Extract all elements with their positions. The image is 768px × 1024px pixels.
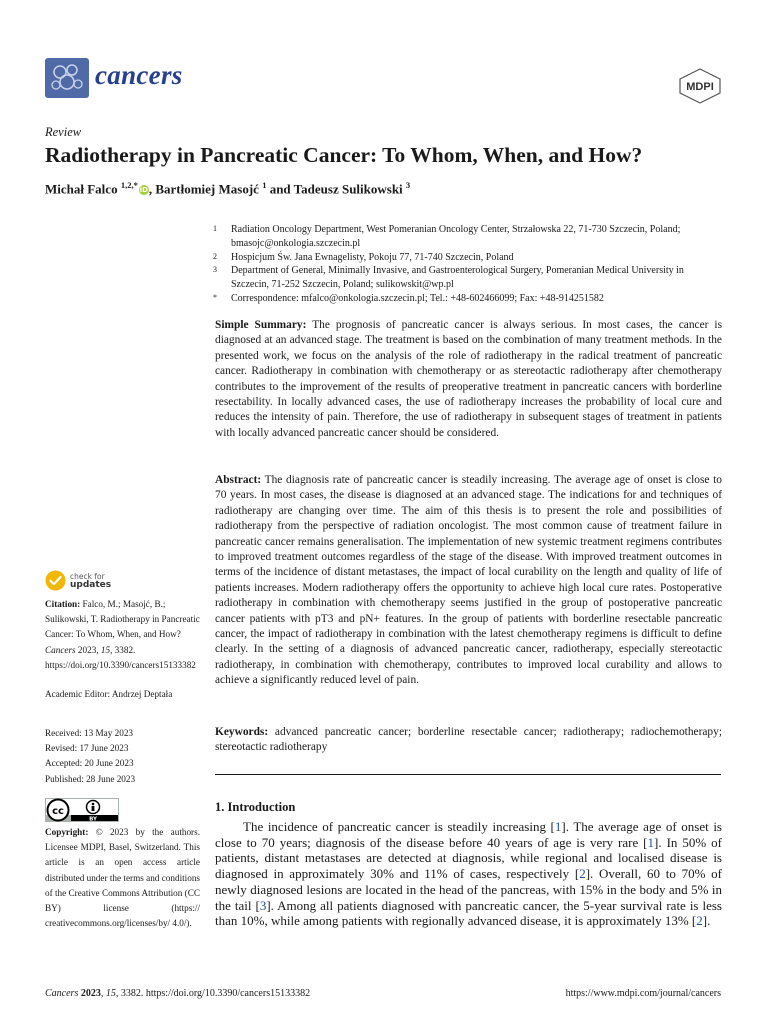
simple-summary bbox=[215, 318, 722, 441]
intro-text: ]. Overall, 60 to 70% of newly diagnosed lesions are located in the head of the pancreas, with 15% in the body and 5% in the tail [ bbox=[215, 866, 722, 913]
keywords-label: Keywords: bbox=[215, 726, 269, 738]
publisher-name: MDPI bbox=[686, 81, 714, 93]
check-updates-line1: check for bbox=[70, 572, 105, 581]
intro-text: ]. Among all patients diagnosed with pancreatic cancer, the 5-year survival rate is less than 10%, while among patients with regionally advanced disease, it is approximately 13% [ bbox=[215, 897, 722, 929]
author-affil-sup: 1 bbox=[262, 180, 267, 190]
check-updates-icon bbox=[45, 570, 66, 591]
footer-journal-url[interactable]: https://www.mdpi.com/journal/cancers bbox=[565, 988, 721, 999]
abstract-text: The diagnosis rate of pancreatic cancer is steadily increasing. The average age of onset is close to 70 years. In most cases, the disease is diagnosed at an advanced stage. The indications for and techniques of radiotherapy are changing over time. The aim of this thesis is to present the role and possibilities of radiotherapy from the perspective of radiation oncologist. The most common cause of treatment failure in pancreatic cancer remains generalisation. The implementation of new systemic treatment regimens contributes to improved treatment outcomes regardless of the stage of the disease. With improved treatment outcomes in terms of the incidence of distant metastases, the impact of local curability on the length and quality of life of patients increases. Modern radiotherapy offers the opportunity to achieve high local cure rates. Postoperative radiotherapy in combination with chemotherapy seems justified in the group of postoperative pancreatic cancer patients with pT3 and pN+ features. In the group of patients with borderline resectable pancreatic cancer, the impact of radiotherapy in combination with the latest chemotherapy regimens is difficult to define clearly. In the setting of a diagnosis of advanced pancreatic cancer, radiotherapy, especially stereotactic radiotherapy, in combination with chemotherapy, contributes to improved local curability and allows to achieve a significantly reduced level of pain. bbox=[215, 474, 722, 687]
citation-volume: 15 bbox=[100, 644, 111, 655]
affiliation-text: Radiation Oncology Department, West Pomeranian Oncology Center, Strzałowska 22, 71-730 Szczecin, Poland; bmasojc@onkologia.szczecin.pl bbox=[231, 224, 681, 249]
affiliation-mark: 2 bbox=[213, 251, 217, 261]
divider bbox=[215, 774, 721, 775]
citation-text: Falco, M.; Masojć, B.; Sulikowski, T. Radiotherapy in Pancreatic Cancer: To Whom, When, and How? bbox=[45, 599, 200, 640]
intro-text: ]. bbox=[702, 913, 711, 929]
author-name[interactable]: Tadeusz Sulikowski bbox=[293, 181, 403, 197]
journal-name[interactable]: cancers bbox=[95, 60, 183, 90]
keywords-text: advanced pancreatic cancer; borderline resectable cancer; radiotherapy; radiochemotherapy; stereotactic radiotherapy bbox=[215, 726, 722, 754]
article-title: Radiotherapy in Pancreatic Cancer: To Whom, When, and How? bbox=[45, 143, 643, 167]
abstract-label: Abstract: bbox=[215, 474, 262, 486]
cc-label: cc bbox=[52, 806, 64, 817]
citation-journal: Cancers bbox=[45, 644, 76, 655]
affiliation-item bbox=[213, 292, 723, 306]
affiliations bbox=[213, 223, 723, 306]
citation-year: 2023, bbox=[75, 644, 101, 655]
footer-volume: 15 bbox=[105, 988, 116, 999]
reference-link[interactable]: 3 bbox=[259, 897, 267, 913]
author-separator: and bbox=[266, 181, 294, 197]
author-name[interactable]: Bartłomiej Masojć bbox=[155, 181, 259, 197]
affiliation-mark: 3 bbox=[213, 265, 217, 275]
simple-summary-label: Simple Summary: bbox=[215, 319, 307, 331]
simple-summary-text: The prognosis of pancreatic cancer is always serious. In most cases, the cancer is diagnosed at an advanced stage. The treatment is based on the combination of many treatment methods. In the presented work, we focus on the analysis of the role of radiotherapy in the radical treatment of pancreatic cancer. Radiotherapy in combination with chemotherapy or as stereotactic radiotherapy after chemotherapy contributes to the improvement of the results of preoperative treatment in pancreatic cancers with borderline resectability. In locally advanced cases, the use of radiotherapy increases the probability of local cure and reduces the intensity of pain. Therefore, the use of radiotherapy in subsequent stages of treatment in patients with locally advanced pancreatic cancer should be considered. bbox=[215, 319, 722, 439]
reference-link[interactable]: 1 bbox=[647, 834, 655, 850]
author-affil-sup: 1,2,* bbox=[120, 180, 138, 190]
author-affil-sup: 3 bbox=[405, 180, 411, 190]
reference-link[interactable]: 1 bbox=[554, 819, 562, 834]
author-name[interactable]: Michał Falco bbox=[45, 181, 118, 197]
affiliation-mark: 1 bbox=[213, 224, 217, 233]
intro-paragraph bbox=[215, 819, 722, 929]
affiliation-item bbox=[213, 251, 723, 265]
mdpi-logo-icon[interactable] bbox=[675, 68, 725, 104]
author-list bbox=[45, 180, 735, 197]
intro-text: ]. The average age of onset is close to 70 years; diagnosis of the disease before 40 years of age is very rare [ bbox=[215, 819, 722, 850]
keywords bbox=[215, 725, 722, 756]
footer-year: 2023 bbox=[80, 988, 101, 999]
copyright-label: Copyright: bbox=[45, 827, 89, 837]
affiliation-text: Department of General, Minimally Invasive, and Gastroenterological Surgery, Pomeranian Medical University in Szczecin, 71-252 Szczecin, Poland; sulikowskit@wp.pl bbox=[231, 265, 684, 291]
correspondence-text: Correspondence: mfalco@onkologia.szczecin.pl; Tel.: +48-602466099; Fax: +48-914251582 bbox=[231, 292, 604, 304]
abstract bbox=[215, 473, 722, 689]
publication-dates bbox=[45, 726, 200, 787]
copyright-text: © 2023 by the authors. Licensee MDPI, Basel, Switzerland. This article is an open access article distributed under the terms and conditions of the Creative Commons Attribution (CC BY) license (https:// creativecommons.org/licenses/by/ 4.0/). bbox=[45, 827, 200, 929]
cc-by-license-icon[interactable] bbox=[45, 798, 119, 822]
journal-logo-icon bbox=[45, 58, 89, 98]
footer-citation: Cancers 2023, 15, 3382. https://doi.org/10.3390/cancers15133382 bbox=[45, 988, 311, 999]
footer-journal: Cancers bbox=[45, 988, 79, 999]
orcid-icon[interactable]: iD bbox=[139, 186, 148, 195]
journal-header bbox=[45, 58, 725, 104]
affiliation-item bbox=[213, 264, 723, 292]
academic-editor: Academic Editor: Andrzej Deptała bbox=[45, 689, 173, 699]
cc-by-label: BY bbox=[89, 816, 97, 822]
affiliation-item bbox=[213, 223, 723, 251]
affiliation-text: Hospicjum Św. Jana Ewnagelisty, Pokoju 77, 71-740 Szczecin, Poland bbox=[231, 251, 514, 263]
citation-doi[interactable]: , 3382. https://doi.org/10.3390/cancers15133382 bbox=[45, 644, 196, 670]
affiliation-mark: * bbox=[213, 292, 217, 302]
copyright-notice bbox=[45, 825, 200, 931]
intro-text: ]. In 50% of patients, distant metastases are detected at diagnosis, while regional and localised disease is diagnosed in approximately 30% and 11% of cases, respectively [ bbox=[215, 834, 722, 882]
reference-link[interactable]: 2 bbox=[579, 866, 586, 882]
citation-block bbox=[45, 597, 200, 673]
footer-doi[interactable]: , 3382. https://doi.org/10.3390/cancers15133382 bbox=[115, 988, 311, 999]
intro-text: The incidence of pancreatic cancer is steadily increasing [ bbox=[243, 819, 555, 834]
section-heading: 1. Introduction bbox=[215, 800, 296, 814]
check-for-updates-button[interactable] bbox=[45, 570, 145, 592]
reference-link[interactable]: 2 bbox=[696, 913, 703, 929]
date-accepted: Accepted: 20 June 2023 bbox=[45, 758, 134, 769]
date-received: Received: 13 May 2023 bbox=[45, 728, 134, 738]
check-updates-line2: updates bbox=[70, 580, 112, 590]
citation-label: Citation: bbox=[45, 599, 81, 609]
date-published: Published: 28 June 2023 bbox=[45, 773, 136, 784]
article-type: Review bbox=[45, 125, 82, 139]
author-separator: , bbox=[148, 181, 156, 197]
date-revised: Revised: 17 June 2023 bbox=[45, 743, 129, 754]
